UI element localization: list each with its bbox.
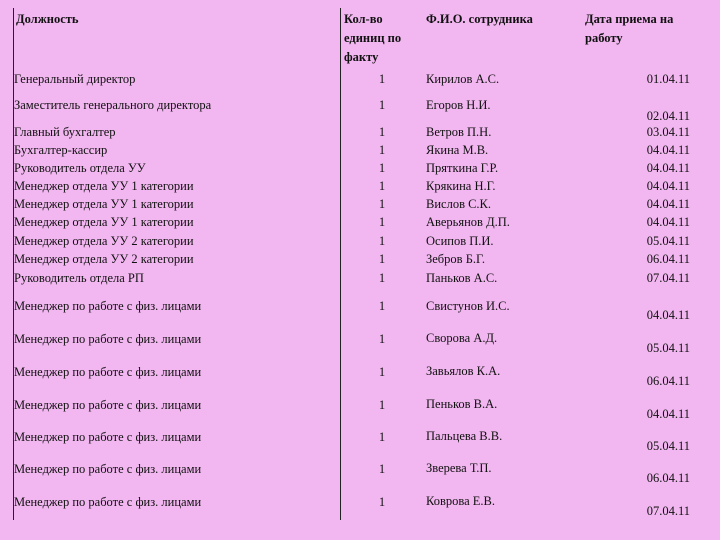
quantity-cell: 1 — [378, 125, 386, 139]
hire-date-cell: 07.04.11 — [646, 271, 690, 285]
quantity-cell: 1 — [378, 398, 386, 412]
quantity-cell: 1 — [378, 299, 386, 313]
position-cell: Главный бухгалтер — [14, 125, 116, 139]
quantity-cell: 1 — [378, 252, 386, 266]
employee-name-cell: Осипов П.И. — [426, 234, 494, 248]
position-cell: Менеджер по работе с физ. лицами — [14, 365, 202, 379]
employee-name-cell: Паньков А.С. — [426, 271, 498, 285]
header-quantity-line: Кол-во — [344, 12, 383, 26]
quantity-cell: 1 — [378, 495, 386, 509]
hire-date-cell: 04.04.11 — [646, 308, 690, 322]
hire-date-cell: 05.04.11 — [646, 439, 690, 453]
employee-name-cell: Сворова А.Д. — [426, 331, 498, 345]
hire-date-cell: 06.04.11 — [646, 471, 690, 485]
employee-name-cell: Зебров Б.Г. — [426, 252, 485, 266]
hire-date-cell: 05.04.11 — [646, 234, 690, 248]
column-divider — [340, 8, 341, 520]
header-quantity-line: единиц по — [344, 31, 402, 45]
header-position: Должность — [16, 12, 79, 26]
header-hire-date-line: работу — [585, 31, 623, 45]
employee-name-cell: Якина М.В. — [426, 143, 489, 157]
header-quantity — [344, 10, 401, 67]
quantity-cell: 1 — [378, 332, 386, 346]
quantity-cell: 1 — [378, 430, 386, 444]
hire-date-cell: 03.04.11 — [646, 125, 690, 139]
employee-name-cell: Пальцева В.В. — [426, 429, 503, 443]
position-cell: Менеджер по работе с физ. лицами — [14, 430, 202, 444]
header-hire-date-line: Дата приема на — [585, 12, 674, 26]
employee-name-cell: Ветров П.Н. — [426, 125, 492, 139]
quantity-cell: 1 — [378, 98, 386, 112]
header-employee: Ф.И.О. сотрудника — [426, 12, 533, 26]
hire-date-cell: 04.04.11 — [646, 179, 690, 193]
hire-date-cell: 02.04.11 — [646, 109, 690, 123]
position-cell: Менеджер отдела УУ 2 категории — [14, 252, 194, 266]
position-cell: Менеджер отдела УУ 1 категории — [14, 197, 194, 211]
hire-date-cell: 04.04.11 — [646, 161, 690, 175]
quantity-cell: 1 — [378, 161, 386, 175]
quantity-cell: 1 — [378, 271, 386, 285]
quantity-cell: 1 — [378, 234, 386, 248]
quantity-cell: 1 — [378, 462, 386, 476]
quantity-cell: 1 — [378, 215, 386, 229]
employee-name-cell: Пряткина Г.Р. — [426, 161, 499, 175]
position-cell: Менеджер отдела УУ 1 категории — [14, 179, 194, 193]
position-cell: Руководитель отдела УУ — [14, 161, 146, 175]
hire-date-cell: 06.04.11 — [646, 374, 690, 388]
employee-name-cell: Крякина Н.Г. — [426, 179, 496, 193]
position-cell: Менеджер по работе с физ. лицами — [14, 332, 202, 346]
position-cell: Бухгалтер-кассир — [14, 143, 108, 157]
hire-date-cell: 04.04.11 — [646, 215, 690, 229]
hire-date-cell: 04.04.11 — [646, 197, 690, 211]
header-hire-date — [585, 10, 673, 48]
hire-date-cell: 07.04.11 — [646, 504, 690, 518]
employee-name-cell: Пеньков В.А. — [426, 397, 498, 411]
hire-date-cell: 05.04.11 — [646, 341, 690, 355]
hire-date-cell: 04.04.11 — [646, 407, 690, 421]
quantity-cell: 1 — [378, 365, 386, 379]
position-cell: Менеджер по работе с физ. лицами — [14, 299, 202, 313]
employee-name-cell: Егоров Н.И. — [426, 98, 491, 112]
position-cell: Менеджер по работе с физ. лицами — [14, 462, 202, 476]
position-cell: Руководитель отдела РП — [14, 271, 144, 285]
employee-name-cell: Кирилов А.С. — [426, 72, 500, 86]
employee-name-cell: Аверьянов Д.П. — [426, 215, 510, 229]
employee-name-cell: Свистунов И.С. — [426, 299, 510, 313]
employee-name-cell: Коврова Е.В. — [426, 494, 496, 508]
quantity-cell: 1 — [378, 179, 386, 193]
quantity-cell: 1 — [378, 72, 386, 86]
position-cell: Менеджер отдела УУ 1 категории — [14, 215, 194, 229]
position-cell: Менеджер отдела УУ 2 категории — [14, 234, 194, 248]
quantity-cell: 1 — [378, 143, 386, 157]
position-cell: Заместитель генерального директора — [14, 98, 212, 112]
employee-name-cell: Завьялов К.А. — [426, 364, 501, 378]
position-cell: Менеджер по работе с физ. лицами — [14, 398, 202, 412]
hire-date-cell: 04.04.11 — [646, 143, 690, 157]
employee-name-cell: Зверева Т.П. — [426, 461, 492, 475]
header-quantity-line: факту — [344, 50, 379, 64]
hire-date-cell: 01.04.11 — [646, 72, 690, 86]
position-cell: Менеджер по работе с физ. лицами — [14, 495, 202, 509]
position-cell: Генеральный директор — [14, 72, 136, 86]
quantity-cell: 1 — [378, 197, 386, 211]
employee-name-cell: Вислов С.К. — [426, 197, 492, 211]
hire-date-cell: 06.04.11 — [646, 252, 690, 266]
